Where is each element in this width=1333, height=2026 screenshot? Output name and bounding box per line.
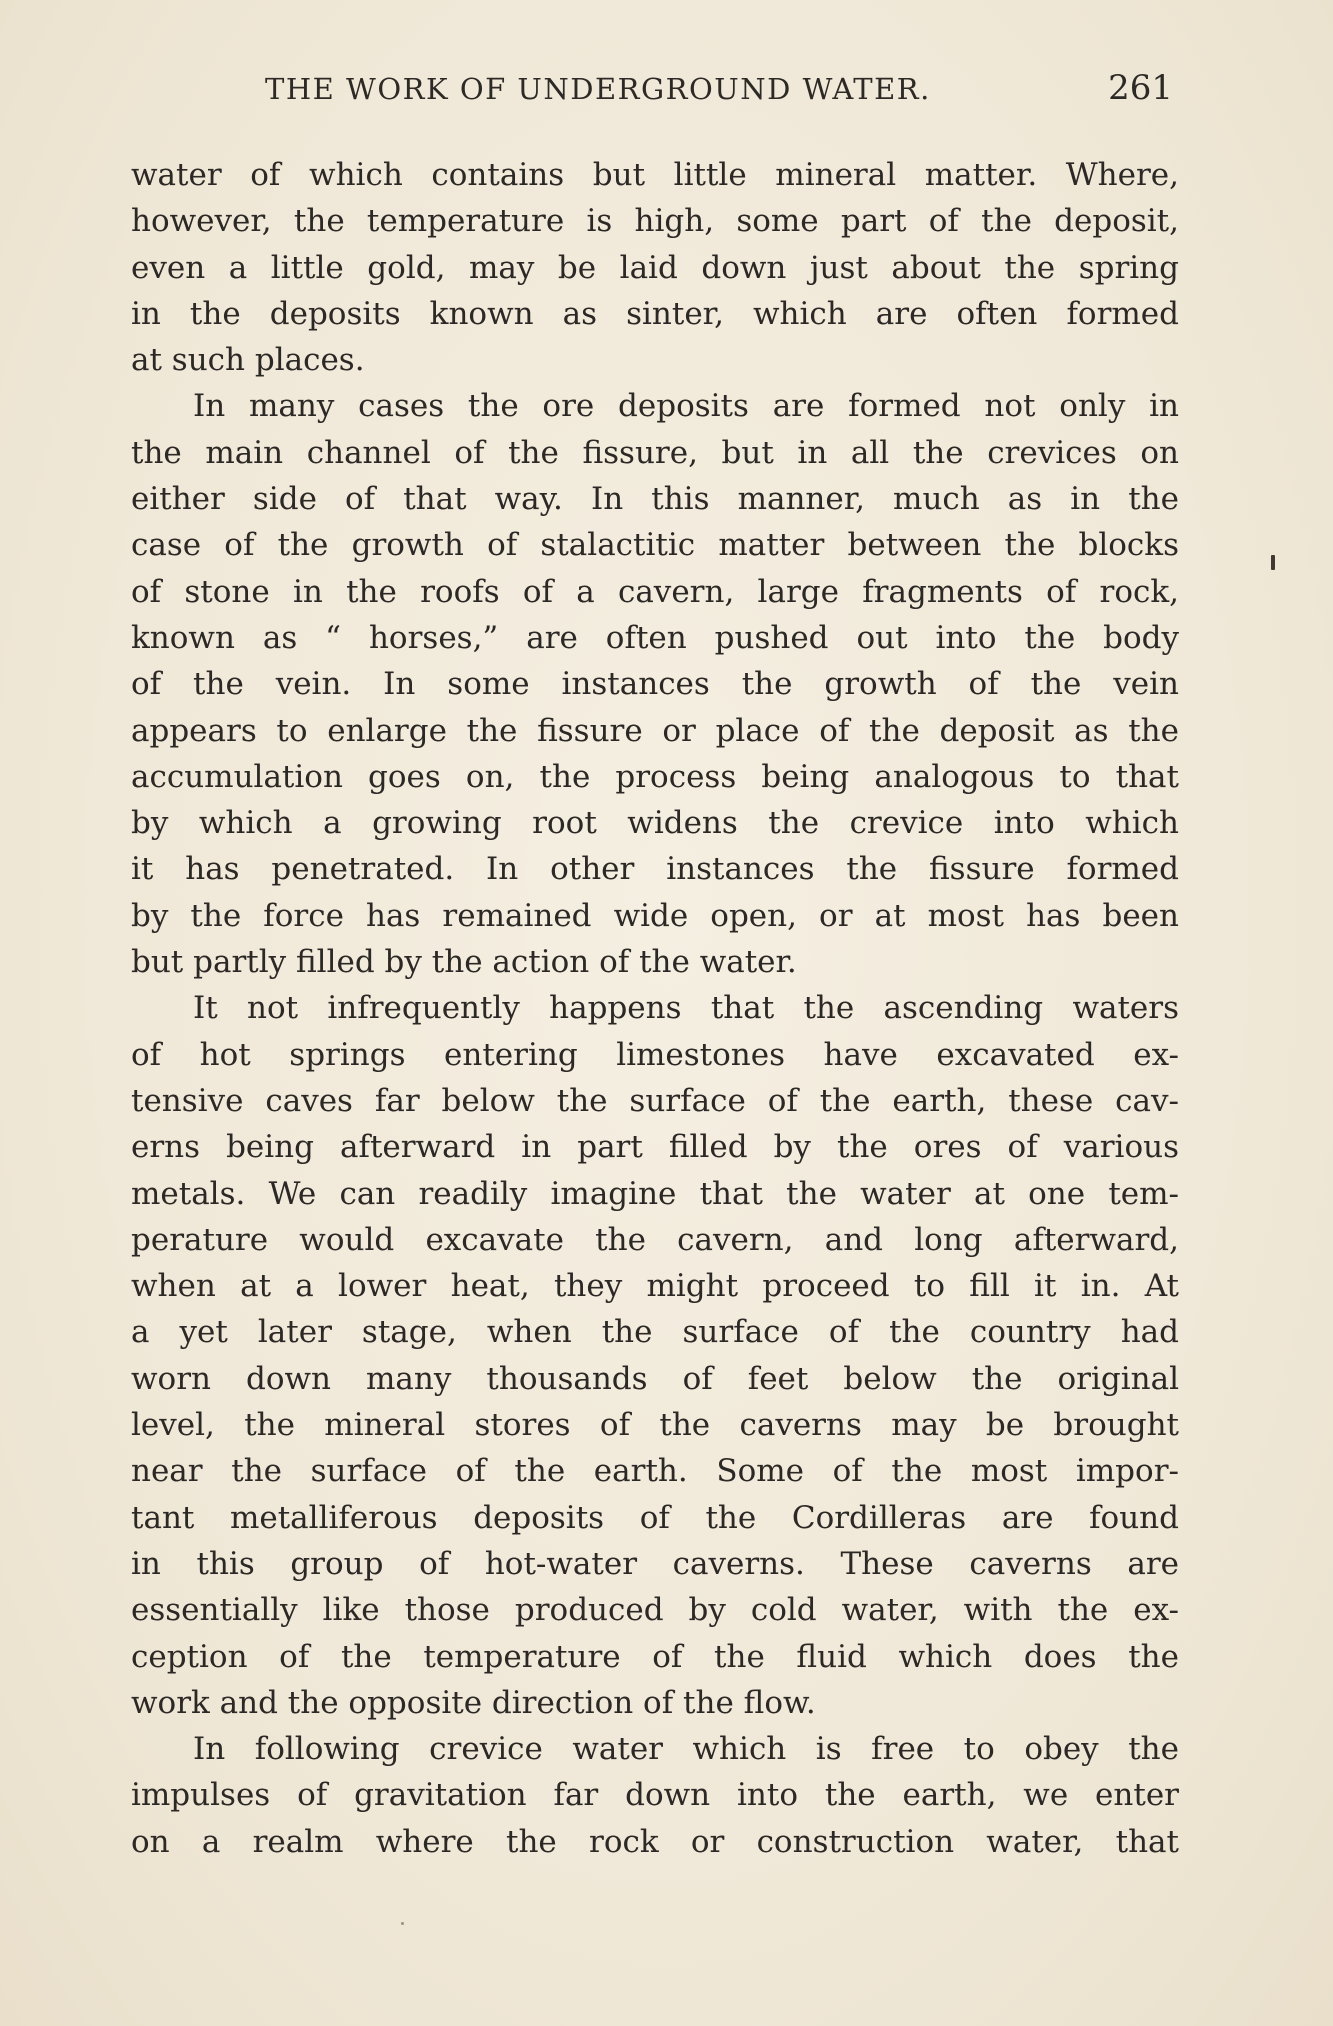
text-line: accumulation goes on, the process being analogous to that xyxy=(131,758,1179,795)
text-line: In following crevice water which is free to obey the xyxy=(193,1731,1179,1768)
text-line: appears to enlarge the fissure or place of the deposit as the xyxy=(131,712,1179,749)
text-line: tensive caves far below the surface of the earth, these cav- xyxy=(131,1082,1179,1119)
text-line: a yet later stage, when the surface of the country had xyxy=(131,1314,1179,1351)
text-line: perature would excavate the cavern, and long afterward, xyxy=(131,1221,1179,1258)
text-line: in this group of hot-water caverns. These caverns are xyxy=(131,1545,1179,1582)
text-line: tant metalliferous deposits of the Cordilleras are found xyxy=(131,1499,1179,1536)
text-line: when at a lower heat, they might proceed to fill it in. At xyxy=(131,1268,1179,1305)
text-line: near the surface of the earth. Some of the most impor- xyxy=(131,1453,1179,1490)
text-line: of hot springs entering limestones have excavated ex- xyxy=(131,1036,1179,1073)
text-line: water of which contains but little mineral matter. Where, xyxy=(131,157,1179,193)
text-line: essentially like those produced by cold water, with the ex- xyxy=(131,1592,1179,1629)
text-line: even a little gold, may be laid down just about the spring xyxy=(131,249,1179,286)
text-line: either side of that way. In this manner, much as in the xyxy=(131,481,1179,518)
text-line: known as “ horses,” are often pushed out into the body xyxy=(131,619,1179,656)
text-line: of stone in the roofs of a cavern, large fragments of rock, xyxy=(131,573,1179,610)
running-head xyxy=(130,68,1173,118)
text-line: it has penetrated. In other instances the fissure formed xyxy=(131,851,1179,888)
body-text xyxy=(131,152,1179,1865)
text-line: at such places. xyxy=(131,342,365,379)
text-line: metals. We can readily imagine that the water at one tem- xyxy=(131,1175,1179,1212)
running-title: THE WORK OF UNDERGROUND WATER. xyxy=(265,72,931,106)
text-line: It not infrequently happens that the ascending waters xyxy=(193,990,1179,1027)
text-line: impulses of gravitation far down into the earth, we enter xyxy=(131,1777,1179,1814)
ink-speck xyxy=(1271,555,1275,570)
text-line: worn down many thousands of feet below the original xyxy=(131,1360,1179,1397)
text-line: erns being afterward in part filled by the ores of various xyxy=(131,1129,1179,1166)
paper-spot xyxy=(401,1922,404,1925)
text-line: on a realm where the rock or construction water, that xyxy=(131,1823,1179,1860)
text-line: work and the opposite direction of the flow. xyxy=(131,1684,816,1721)
text-line: In many cases the ore deposits are formed not only in xyxy=(193,388,1179,425)
text-line: ception of the temperature of the fluid which does the xyxy=(131,1638,1179,1675)
text-line: the main channel of the fissure, but in all the crevices on xyxy=(131,434,1179,471)
text-line: in the deposits known as sinter, which are often formed xyxy=(131,295,1179,332)
text-line: but partly filled by the action of the water. xyxy=(131,944,797,981)
text-line: of the vein. In some instances the growth of the vein xyxy=(131,666,1179,703)
text-line: level, the mineral stores of the caverns may be brought xyxy=(131,1407,1179,1444)
text-line: however, the temperature is high, some part of the deposit, xyxy=(131,203,1179,240)
text-line: by the force has remained wide open, or at most has been xyxy=(131,897,1179,934)
page-number: 261 xyxy=(1108,68,1173,108)
text-line: by which a growing root widens the crevice into which xyxy=(131,805,1179,842)
text-line: case of the growth of stalactitic matter between the blocks xyxy=(131,527,1179,564)
